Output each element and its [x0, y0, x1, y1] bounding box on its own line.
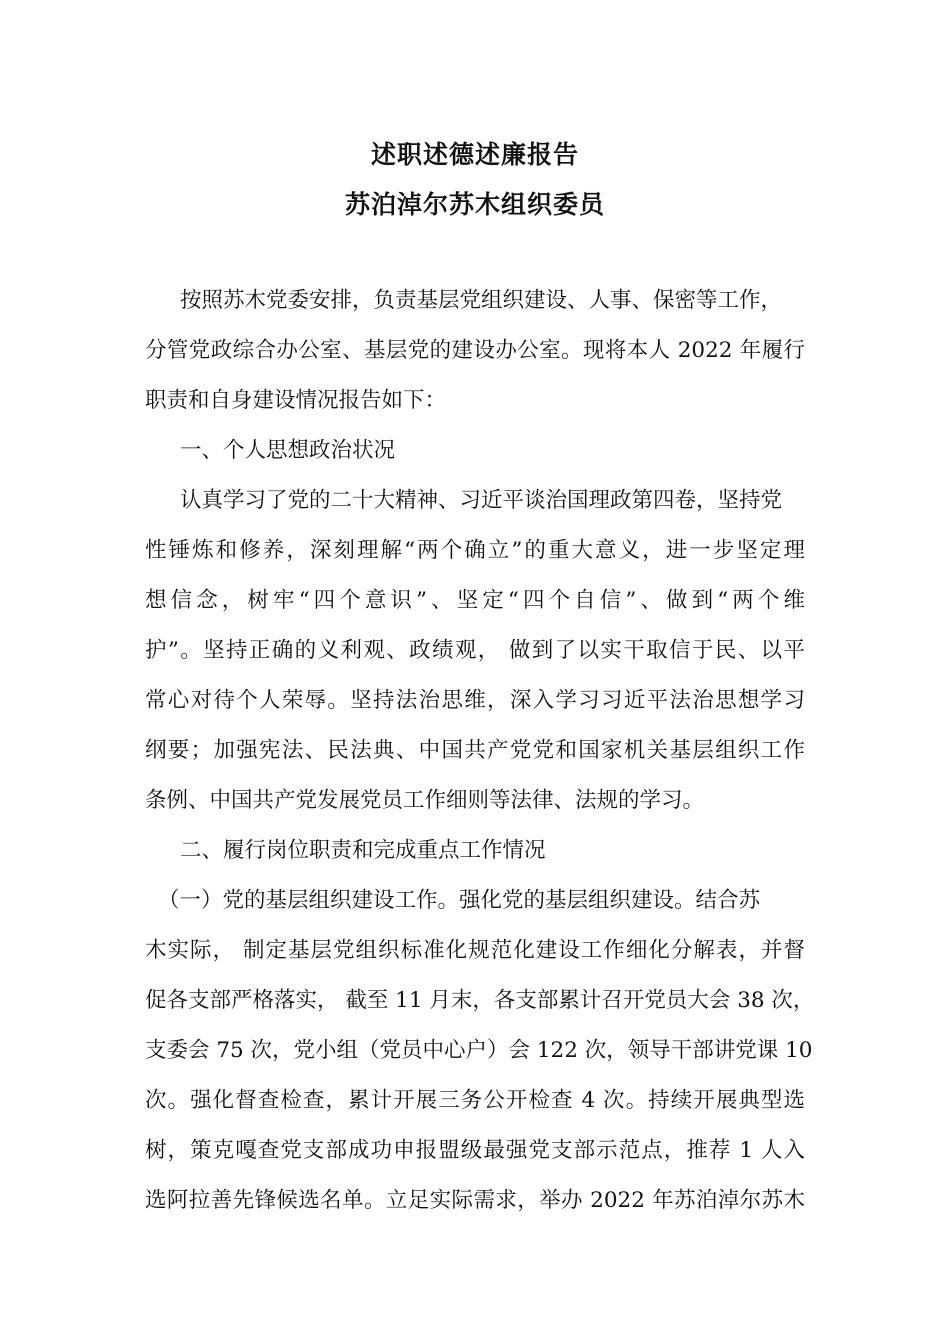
section-heading: 二、履行岗位职责和完成重点工作情况: [180, 838, 546, 863]
paragraph-line: 条例、中国共产党发展党员工作细则等法律、法规的学习。: [145, 788, 705, 813]
paragraph-line: 促各支部严格落实， 截至 11 月末，各支部累计召开党员大会 38 次，: [145, 988, 815, 1013]
document-subtitle: 苏泊淖尔苏木组织委员: [344, 190, 605, 219]
paragraph-line: 按照苏木党委安排，负责基层党组织建设、人事、保密等工作，: [180, 288, 783, 313]
paragraph-line: 想信念，树牢“四个意识”、坚定“四个自信”、做到“两个维: [145, 588, 805, 613]
paragraph-line: 认真学习了党的二十大精神、习近平谈治国理政第四卷，坚持党: [180, 488, 783, 513]
paragraph-line: 护”。坚持正确的义利观、政绩观， 做到了以实干取信于民、以平: [145, 638, 805, 663]
paragraph-line: 纲要；加强宪法、民法典、中国共产党党和国家机关基层组织工作: [145, 738, 805, 763]
paragraph-line: 支委会 75 次，党小组（党员中心户）会 122 次，领导干部讲党课 10: [145, 1038, 813, 1063]
section-heading: 一、个人思想政治状况: [180, 438, 396, 463]
paragraph-line: （一）党的基层组织建设工作。强化党的基层组织建设。结合苏: [158, 888, 761, 913]
paragraph-line: 常心对待个人荣辱。坚持法治思维，深入学习习近平法治思想学习: [145, 688, 805, 713]
paragraph-line: 性锤炼和修养，深刻理解“两个确立”的重大意义，进一步坚定理: [145, 538, 805, 563]
document-title: 述职述德述廉报告: [370, 140, 579, 169]
paragraph-line: 次。强化督查检查，累计开展三务公开检查 4 次。持续开展典型选: [145, 1088, 805, 1113]
paragraph-line: 分管党政综合办公室、基层党的建设办公室。现将本人 2022 年履行: [145, 338, 805, 363]
paragraph-line: 职责和自身建设情况报告如下：: [145, 388, 447, 413]
paragraph-line: 木实际， 制定基层党组织标准化规范化建设工作细化分解表，并督: [145, 938, 805, 963]
paragraph-line: 选阿拉善先锋候选名单。立足实际需求，举办 2022 年苏泊淖尔苏木: [145, 1188, 805, 1213]
paragraph-line: 树，策克嘎查党支部成功申报盟级最强党支部示范点，推荐 1 人入: [145, 1138, 805, 1163]
